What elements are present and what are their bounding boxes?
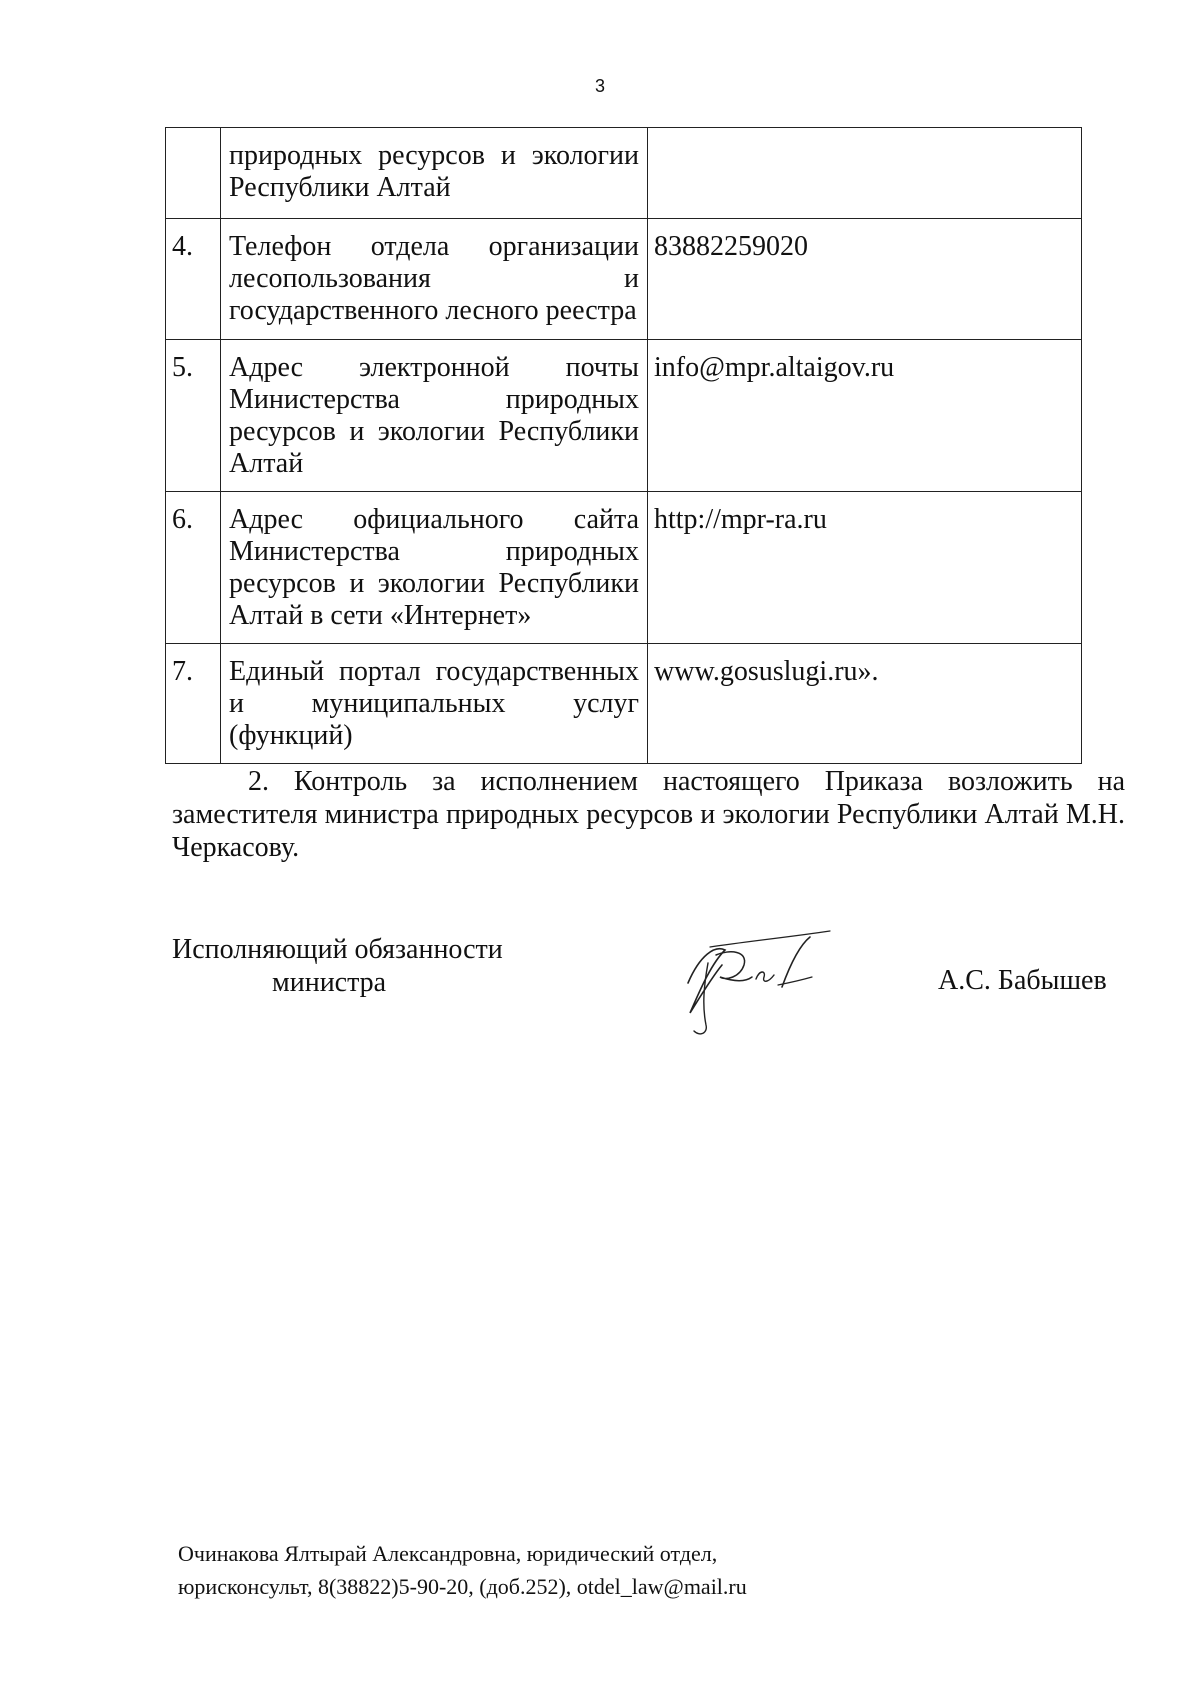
email-value: info@mpr.altaigov.ru bbox=[648, 340, 1082, 492]
page-number: 3 bbox=[594, 76, 605, 96]
row-description: Телефон отдела организации лесопользования и государственного лесного реестра bbox=[221, 219, 648, 340]
signer-position-line2: министра bbox=[272, 967, 387, 998]
row-description: Адрес официального сайта Министерства природных ресурсов и экологии Республики Алтай в сети «Интернет» bbox=[221, 492, 648, 644]
portal-value: www.gosuslugi.ru». bbox=[648, 644, 1082, 764]
row-number bbox=[166, 128, 221, 219]
row-number: 7. bbox=[166, 644, 221, 764]
signer-name: А.С. Бабышев bbox=[938, 965, 1107, 996]
table-row bbox=[166, 644, 1082, 764]
signer-position-line1: Исполняющий обязанности bbox=[172, 934, 503, 965]
executor-line2: юрисконсульт, 8(38822)5-90-20, (доб.252), otdel_law@mail.ru bbox=[178, 1574, 747, 1599]
table-row bbox=[166, 492, 1082, 644]
row-value bbox=[648, 128, 1082, 219]
table-row bbox=[166, 128, 1082, 219]
row-number: 4. bbox=[166, 219, 221, 340]
row-number: 6. bbox=[166, 492, 221, 644]
row-number: 5. bbox=[166, 340, 221, 492]
info-table bbox=[165, 127, 1082, 764]
executor-line1: Очинакова Ялтырай Александровна, юридический отдел, bbox=[178, 1541, 718, 1566]
handwritten-signature bbox=[670, 925, 840, 1035]
control-paragraph: 2. Контроль за исполнением настоящего Приказа возложить на заместителя министра природных ресурсов и экологии Республики Алтай М.Н. Черкасову. bbox=[172, 766, 1125, 863]
table-row bbox=[166, 340, 1082, 492]
signer-position bbox=[172, 933, 532, 999]
phone-value: 83882259020 bbox=[648, 219, 1082, 340]
executor-footer bbox=[178, 1537, 978, 1603]
row-description: Единый портал государственных и муниципальных услуг (функций) bbox=[221, 644, 648, 764]
row-description: Адрес электронной почты Министерства природных ресурсов и экологии Республики Алтай bbox=[221, 340, 648, 492]
table-row bbox=[166, 219, 1082, 340]
row-description: природных ресурсов и экологии Республики Алтай bbox=[221, 128, 648, 219]
website-value: http://mpr-ra.ru bbox=[648, 492, 1082, 644]
